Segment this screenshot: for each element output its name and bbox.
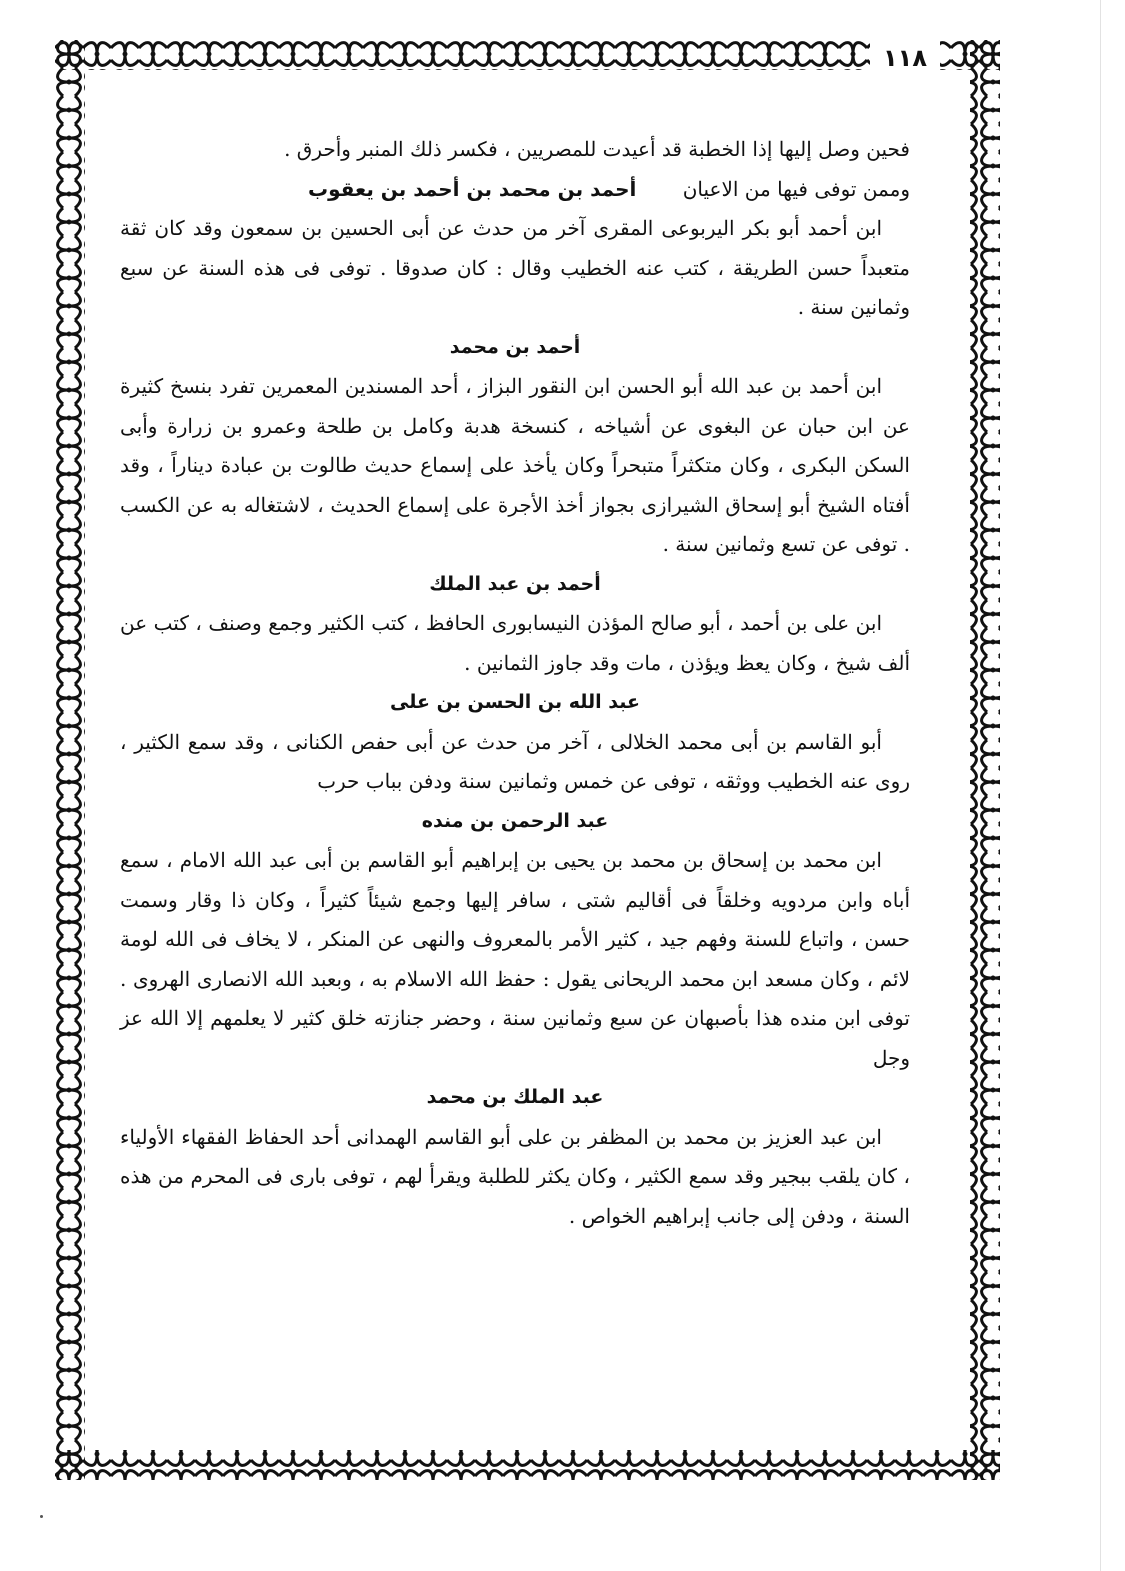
page-number: ١١٨: [870, 40, 940, 76]
scan-speck: [40, 1515, 43, 1518]
entry-heading-4: عبد الله بن الحسن بن على: [390, 691, 640, 713]
entry-text-6: ابن عبد العزيز بن محمد بن المظفر بن على أبو القاسم الهمدانى أحد الحفاظ الفقهاء الأولياء ، كان يلقب ببجير وقد سمع الكثير ، وكان يكثر للطلبة ويقرأ لهم ، توفى بارى فى المحرم من هذه السنة ، ودفن إلى جانب إبراهيم الخواص .: [120, 1124, 911, 1228]
entry-heading-6: عبد الملك بن محمد: [426, 1086, 604, 1108]
page-body: [120, 130, 910, 1236]
entry-text-5: ابن محمد بن إسحاق بن محمد بن يحيى بن إبراهيم أبو القاسم بن أبى عبد الله الامام ، سمع أباه وابن مردويه وخلقاً فى أقاليم شتى ، سافر إليها وجمع شيئاً كثيراً ، وكان ذا وقار وسمت حسن ، واتباع للسنة وفهم جيد ، كثير الأمر بالمعروف والنهى عن المنكر ، لا يخاف فى الله لومة لائم ، وكان مسعد ابن محمد الريحانى يقول : حفظ الله الاسلام به ، وبعبد الله الانصارى الهروى . توفى ابن منده هذا بأصبهان عن سبع وثمانين سنة ، وحضر جنازته خلق كثير لا يعلمهم إلا الله عز وجل: [120, 848, 910, 1070]
entry-heading-1: أحمد بن محمد بن أحمد بن يعقوب: [308, 176, 637, 201]
deaths-intro-line: [120, 170, 910, 210]
entry-text-4: أبو القاسم بن أبى محمد الخلالى ، آخر من حدث عن أبى حفص الكنانى ، وقد سمع الكثير ، روى عنه الخطيب ووثقه ، توفى عن خمس وثمانين سنة ودفن بباب حرب: [120, 729, 910, 793]
entry-heading-5: عبد الرحمن بن منده: [421, 809, 609, 832]
scan-margin-line: [1100, 0, 1101, 1571]
border-right: [970, 40, 1000, 1480]
entry-text-2: ابن أحمد بن عبد الله أبو الحسن ابن النقور البزاز ، أحد المسندين المعمرين تفرد بنسخ كثيرة عن ابن حبان عن البغوى عن أشياخه ، كنسخة هدبة وكامل بن طلحة وعمرو بن زرارة وأبى السكن البكرى ، وكان متكثراً متبحراً وكان يأخذ على إسماع حديث طالوت بن عبادة ديناراً ، وقد أفتاه الشيخ أبو إسحاق الشيرازى بجواز أخذ الأجرة على إسماع الحديث ، لاشتغاله به عن الكسب . توفى عن تسع وثمانين سنة .: [120, 374, 910, 556]
border-top: [55, 40, 1000, 70]
border-left: [55, 40, 85, 1480]
intro-line: فحين وصل إليها إذا الخطبة قد أعيدت للمصريين ، فكسر ذلك المنبر وأحرق .: [284, 137, 910, 161]
entry-text-1: ابن أحمد أبو بكر اليربوعى المقرى آخر من حدث عن أبى الحسين بن سمعون وقد كان ثقة متعبداً حسن الطريقة ، كتب عنه الخطيب وقال : كان صدوقا . توفى فى هذه السنة عن سبع وثمانين سنة .: [120, 216, 910, 319]
entry-heading-3: أحمد بن عبد الملك: [429, 572, 601, 595]
deaths-intro: وممن توفى فيها من الاعيان: [682, 176, 910, 201]
entry-heading-2: أحمد بن محمد: [449, 335, 581, 358]
entry-text-3: ابن على بن أحمد ، أبو صالح المؤذن النيسابورى الحافظ ، كتب الكثير وجمع وصنف ، كتب عن ألف شيخ ، وكان يعظ ويؤذن ، مات وقد جاوز الثمانين .: [120, 611, 910, 675]
border-bottom: [55, 1450, 1000, 1480]
